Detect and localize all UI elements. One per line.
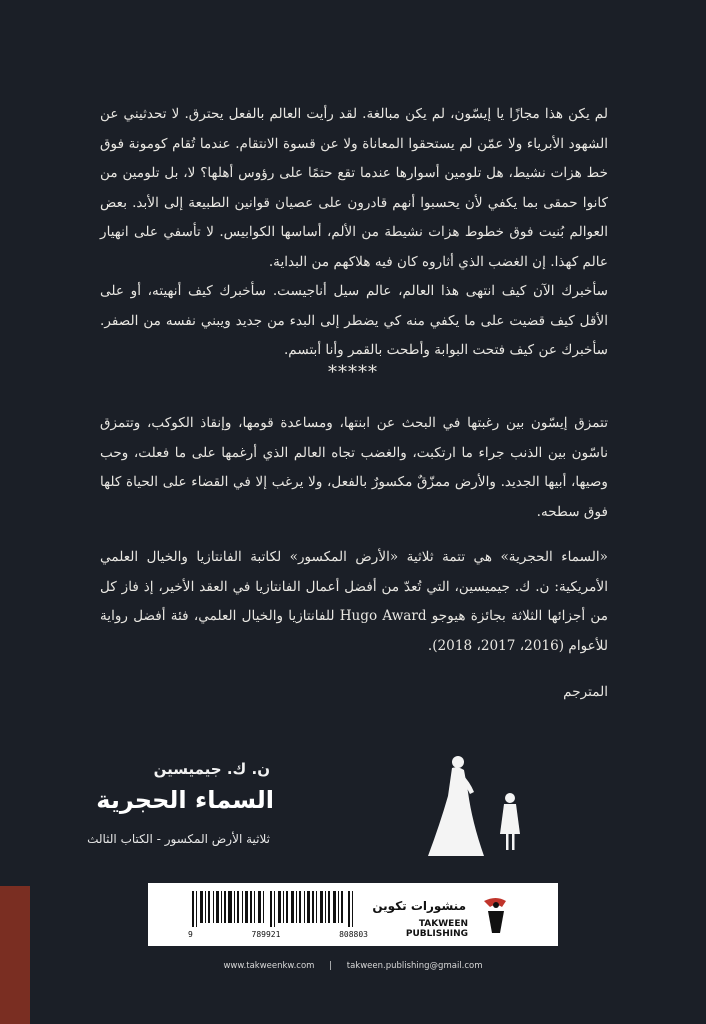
isbn-group-2: 808803 [339, 930, 368, 939]
book-subtitle: ثلاثية الأرض المكسور - الكتاب الثالث [87, 832, 270, 846]
barcode-panel [148, 883, 558, 946]
spine-accent-strip [0, 886, 30, 1024]
author-name: ن. ك. جيميسين [153, 760, 270, 778]
footer-divider: | [329, 961, 333, 971]
isbn-digits [188, 930, 368, 939]
publisher-website-link[interactable]: www.takweenkw.com [223, 961, 315, 971]
publisher-name-arabic: منشورات تكوين [372, 899, 466, 913]
synopsis-paragraph: تتمزق إيسّون بين رغبتها في البحث عن ابنتها، ومساعدة قومها، وإنقاذ الكوكب، وتتمزق ناسّون بين الذنب جراء ما ارتكبت، والغضب تجاه العالم الذي أرغمها على ما فعلت، وحب وصيها، أبيها الجديد. والأرض ممزّقٌ مكسورٌ بالفعل، ولا يرغب إلا في القضاء على الحياة كلها فوق سطحه. [100, 415, 608, 520]
book-title: السماء الحجرية [96, 786, 274, 814]
translator-signature: المترجم [563, 684, 608, 700]
isbn-group-1: 789921 [251, 930, 281, 939]
back-cover-blurb [100, 100, 608, 366]
publisher-email-link[interactable]: takween.publishing@gmail.com [346, 961, 483, 971]
section-separator: ***** [328, 362, 378, 383]
contact-footer [0, 961, 706, 971]
blurb-paragraph-1: لم يكن هذا مجازًا يا إيسّون، لم يكن مبالغة. لقد رأيت العالم بالفعل يحترق. لا تحدثيني عن الشهود الأبرياء ولا عمّن لم يستحقوا المعاناة ولا عن قسوة الانتقام. عندما تُقام كومونة فوق خط هزات نشيط، هل تلومين أسوارها عندما تقع حتمًا على رؤوس أهلها؟ لا، بل تلومين من كانوا حمقى بما يكفي لأن يحسبوا أنهم قادرون على عصيان قوانين الطبيعة إلى الأبد. بعض العوالم بُنيت فوق خطوط هزات نشيطة من الألم، أساسها الكوابيس. لا تأسفي على انهيار عالم كهذا. إن الغضب الذي أثاروه كان فيه هلاكهم من البداية. [100, 106, 608, 270]
publisher-name-english: TAKWEEN PUBLISHING [405, 919, 468, 939]
woman-and-girl-silhouette-icon [418, 752, 538, 864]
takween-logo-icon [474, 889, 518, 941]
about-paragraph: «السماء الحجرية» هي تتمة ثلاثية «الأرض المكسور» لكاتبة الفانتازيا والخيال العلمي الأمريكية: ن. ك. جيميسين، التي تُعدّ من أفضل أعمال الفانتازيا في العقد الأخير، إذ فاز كل من أجزائها الثلاثة بجائزة هيوجو Hugo Award للفانتازيا والخيال العلمي، فئة أفضل رواية للأعوام (2016، 2017، 2018). [100, 549, 608, 654]
isbn-barcode-icon [192, 891, 356, 927]
isbn-lead-digit: 9 [188, 930, 193, 939]
blurb-paragraph-2: سأخبرك الآن كيف انتهى هذا العالم، عالم سيل أناجيست. سأخبرك كيف أنهيته، أو على الأقل كيف قضيت على ما يكفي منه كي يضطر إلى البدء من جديد ويبني نفسه من الصفر. سأخبرك عن كيف فتحت البوابة وأطحت بالقمر وأنا أبتسم. [100, 283, 608, 358]
